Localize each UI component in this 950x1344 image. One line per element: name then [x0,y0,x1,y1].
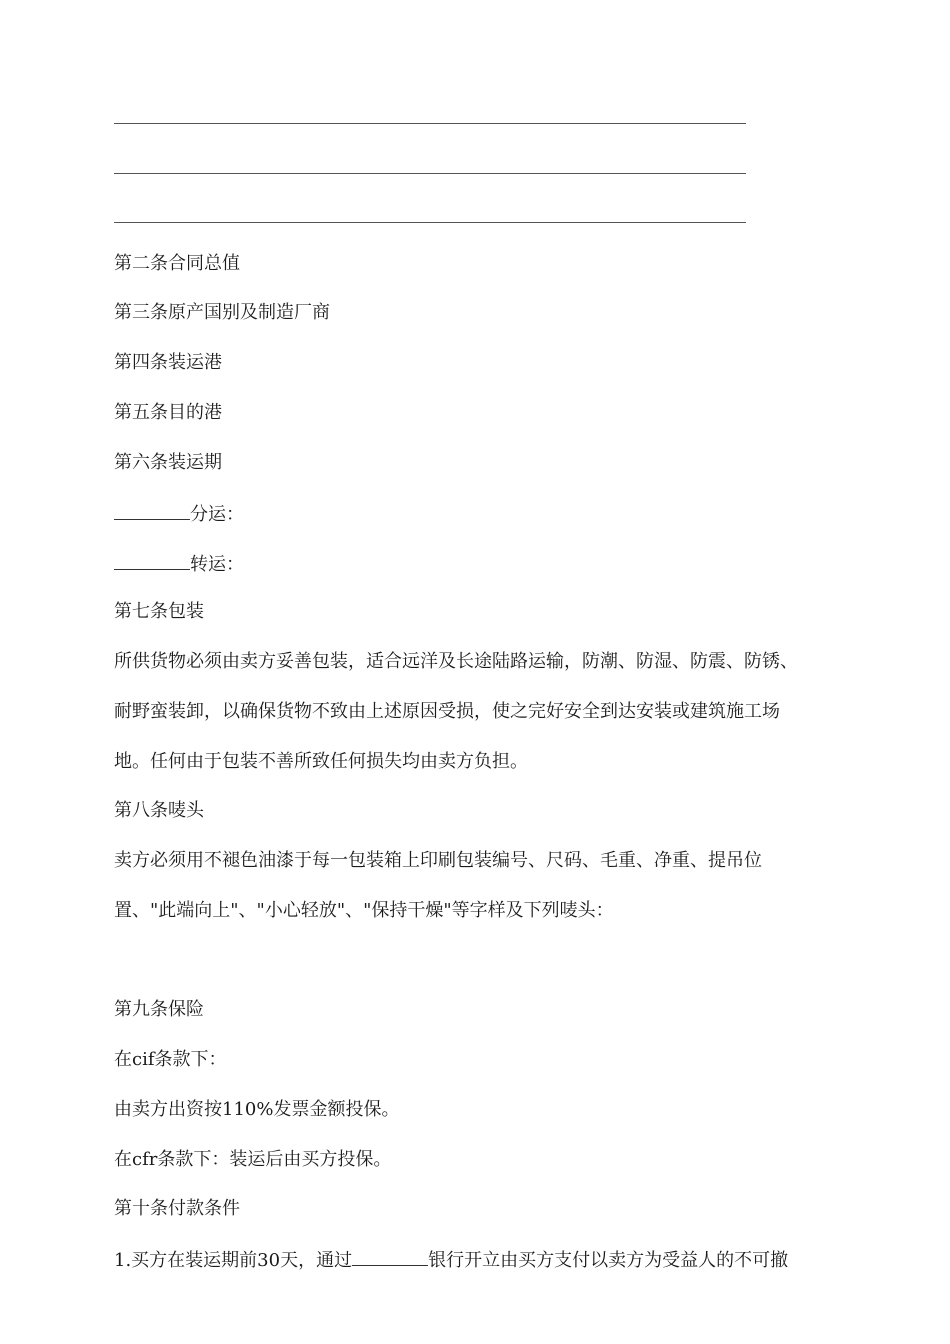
blank-line-2 [114,173,746,174]
article-10-item-1-prefix: 1.买方在装运期前30天，通过 [114,1250,353,1271]
article-8-paragraph-line-1: 卖方必须用不褪色油漆于每一包装箱上印刷包装编号、尺码、毛重、净重、提吊位 [114,850,762,871]
article-7-paragraph-line-1: 所供货物必须由卖方妥善包装，适合远洋及长途陆路运输，防潮、防湿、防震、防锈、 [114,651,798,672]
article-3-heading: 第三条原产国别及制造厂商 [114,302,330,323]
transshipment-blank [114,551,190,570]
article-10-item-1-suffix: 银行开立由买方支付以卖方为受益人的不可撤 [428,1250,789,1271]
article-9-seller-insurance-line: 由卖方出资按110%发票金额投保。 [114,1099,400,1120]
bank-name-blank [352,1247,428,1266]
blank-line-1 [114,123,746,124]
article-9-heading: 第九条保险 [114,999,204,1020]
article-10-item-1-line [114,1247,788,1273]
transshipment-label: 转运： [190,554,244,575]
article-7-paragraph-line-2: 耐野蛮装卸，以确保货物不致由上述原因受损，使之完好安全到达安装或建筑施工场 [114,701,780,722]
article-5-heading: 第五条目的港 [114,402,222,423]
blank-line-3 [114,222,746,223]
article-10-heading: 第十条付款条件 [114,1198,240,1219]
article-9-cfr-line: 在cfr条款下：装运后由买方投保。 [114,1149,392,1170]
article-8-heading: 第八条唛头 [114,800,204,821]
article-4-heading: 第四条装运港 [114,352,222,373]
article-7-heading: 第七条包装 [114,601,204,622]
article-2-heading: 第二条合同总值 [114,253,240,274]
partial-shipment-blank [114,501,190,520]
partial-shipment-label: 分运： [190,504,244,525]
article-7-paragraph-line-3: 地。任何由于包装不善所致任何损失均由卖方负担。 [114,751,528,772]
partial-shipment-line [114,501,244,527]
article-8-paragraph-line-2: 置、"此端向上"、"小心轻放"、"保持干燥"等字样及下列唛头： [114,900,614,921]
article-9-cif-line: 在cif条款下： [114,1049,227,1070]
transshipment-line [114,551,244,577]
article-6-heading: 第六条装运期 [114,452,222,473]
